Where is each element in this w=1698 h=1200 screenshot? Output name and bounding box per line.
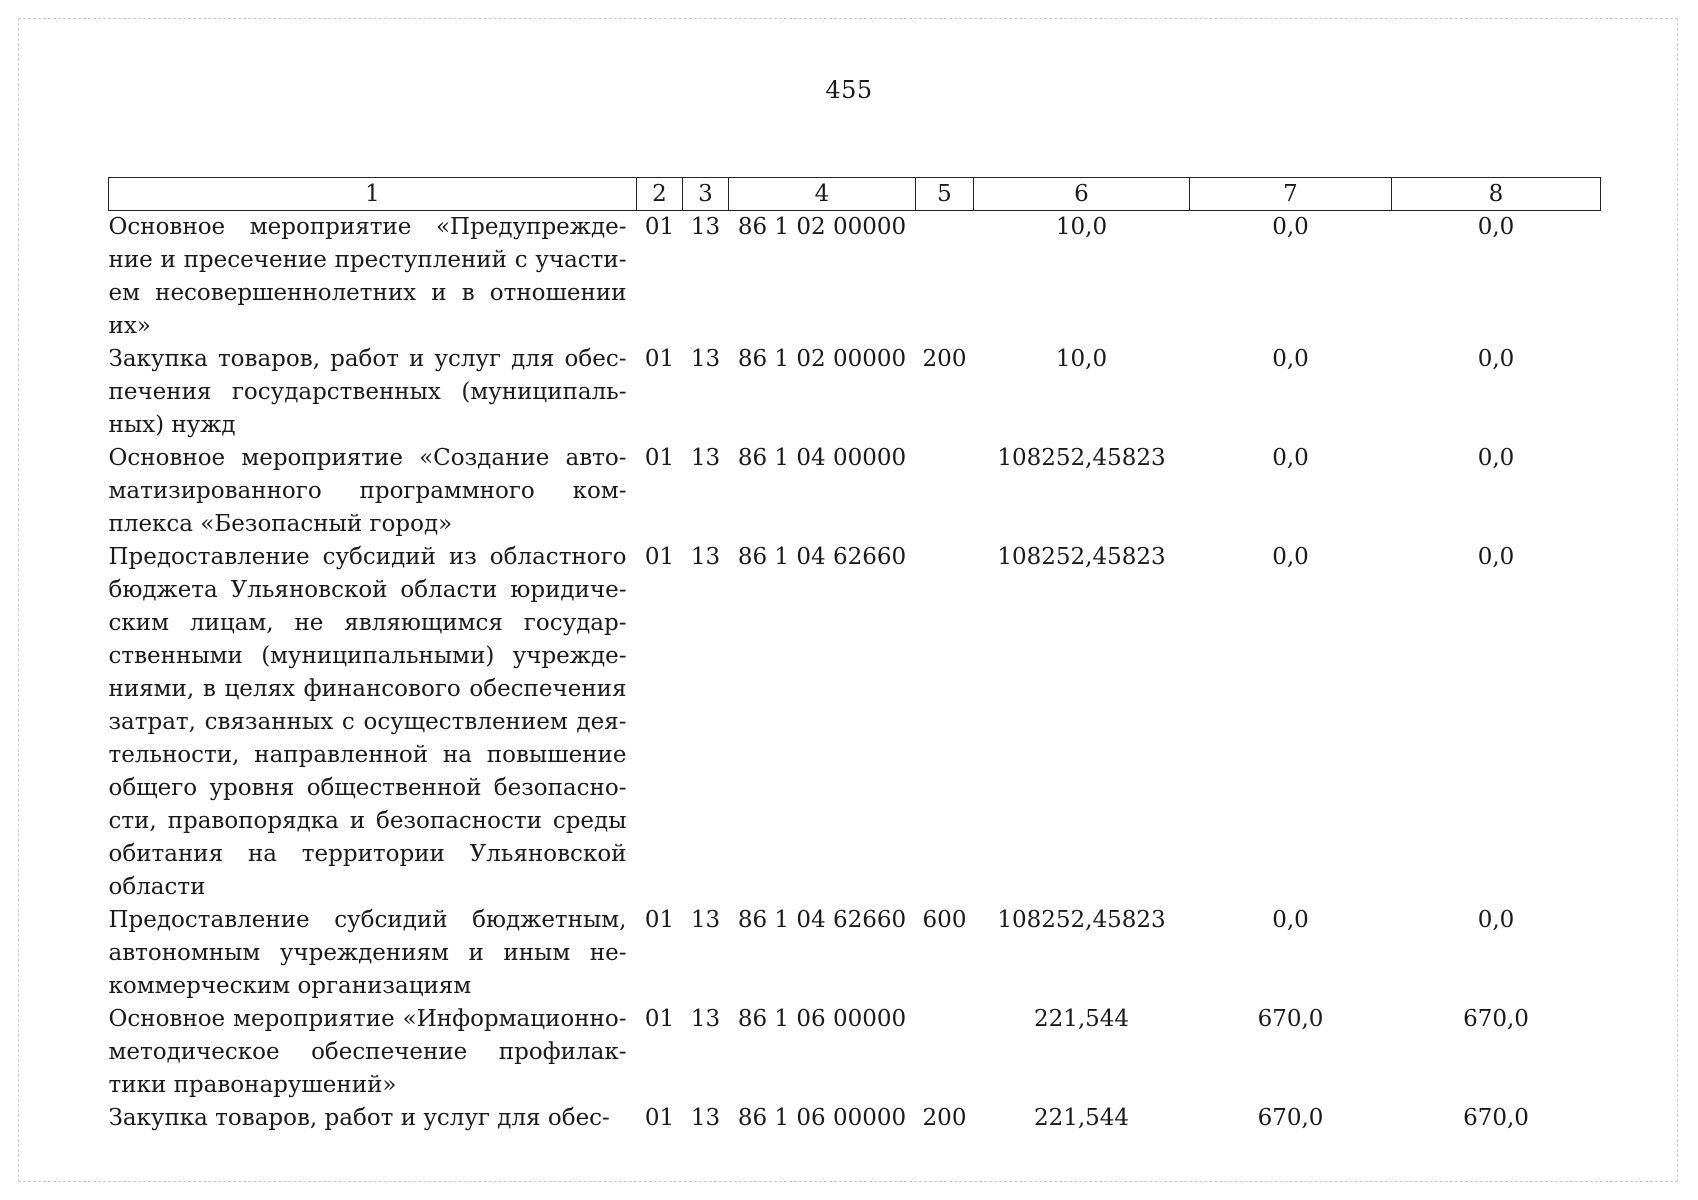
row-section: 01 <box>644 1006 675 1032</box>
row-amount-6: 108252,45823 <box>997 907 1166 933</box>
row-amount-6: 221,544 <box>1033 1105 1130 1131</box>
header-col-3: 3 <box>683 178 729 211</box>
row-section: 01 <box>644 346 675 372</box>
row-section: 01 <box>644 544 675 570</box>
row-amount-8: 0,0 <box>1477 907 1515 933</box>
row-amount-7: 670,0 <box>1257 1006 1324 1032</box>
row-amount-8: 0,0 <box>1477 346 1515 372</box>
budget-table <box>108 177 1601 1135</box>
row-amount-6: 10,0 <box>1055 214 1108 240</box>
row-section: 01 <box>644 214 675 240</box>
row-subsection: 13 <box>690 544 721 570</box>
row-target-code: 86 1 04 62660 <box>737 544 907 570</box>
row-target-code: 86 1 02 00000 <box>737 214 907 240</box>
row-subsection: 13 <box>690 1105 721 1131</box>
row-amount-6: 108252,45823 <box>997 544 1166 570</box>
row-description: Основное мероприятие «Предупреждение и пресечение преступлений с участием несовершеннолетних и в отношении их» <box>108 214 627 339</box>
header-col-7: 7 <box>1190 178 1392 211</box>
header-col-6: 6 <box>974 178 1190 211</box>
row-amount-8: 0,0 <box>1477 214 1515 240</box>
table-row <box>109 343 1601 442</box>
row-amount-7: 0,0 <box>1272 907 1309 933</box>
row-description: Закупка товаров, работ и услуг для обеспечения государственных (муниципальных) нужд <box>108 346 627 438</box>
table-row <box>109 541 1601 904</box>
table-row <box>109 1102 1601 1135</box>
table-row <box>109 904 1601 1003</box>
header-col-2: 2 <box>637 178 683 211</box>
row-description: Основное мероприятие «Информационно-методическое обеспечение профилактики правонарушений» <box>108 1006 627 1098</box>
row-description: Предоставление субсидий бюджетным, автономным учреждениям и иным некоммерческим организациям <box>108 907 627 999</box>
row-expense-type <box>916 541 974 904</box>
row-subsection: 13 <box>690 445 721 471</box>
table-row <box>109 442 1601 541</box>
table-header <box>109 178 1601 211</box>
row-section: 01 <box>644 1105 675 1131</box>
table-body <box>109 211 1601 1136</box>
row-expense-type: 200 <box>922 1105 967 1131</box>
row-amount-8: 670,0 <box>1463 1105 1529 1131</box>
row-amount-7: 0,0 <box>1272 445 1309 471</box>
row-target-code: 86 1 06 00000 <box>737 1006 907 1032</box>
row-target-code: 86 1 06 00000 <box>737 1105 907 1131</box>
row-description: Предоставление субсидий из областного бюджета Ульяновской области юридическим лицам, не являющимся государственными (муниципальными) учреждениями, в целях финансового обеспечения затрат, связанных с осуществлением деятельности, направленной на повышение общего уровня общественной безопасности, правопорядка и безопасности среды обитания на территории Ульяновской области <box>108 544 627 900</box>
row-section: 01 <box>644 445 675 471</box>
page-number: 455 <box>825 76 873 104</box>
table-row <box>109 1003 1601 1102</box>
row-amount-7: 670,0 <box>1257 1105 1324 1131</box>
header-col-5: 5 <box>916 178 974 211</box>
row-amount-6: 10,0 <box>1055 346 1108 372</box>
row-subsection: 13 <box>690 346 721 372</box>
row-description: Закупка товаров, работ и услуг для обес- <box>108 1105 610 1131</box>
row-amount-7: 0,0 <box>1272 214 1309 240</box>
row-expense-type <box>916 211 974 344</box>
row-expense-type <box>916 1003 974 1102</box>
row-amount-8: 0,0 <box>1477 445 1515 471</box>
row-amount-8: 670,0 <box>1463 1006 1529 1032</box>
row-expense-type: 200 <box>922 346 967 372</box>
table-row <box>109 211 1601 344</box>
row-target-code: 86 1 02 00000 <box>737 346 907 372</box>
row-expense-type: 600 <box>922 907 967 933</box>
row-subsection: 13 <box>690 1006 721 1032</box>
row-expense-type <box>916 442 974 541</box>
row-subsection: 13 <box>690 907 721 933</box>
row-amount-7: 0,0 <box>1272 346 1309 372</box>
header-row <box>109 178 1601 211</box>
header-col-1: 1 <box>109 178 637 211</box>
row-target-code: 86 1 04 00000 <box>737 445 907 471</box>
header-col-8: 8 <box>1392 178 1601 211</box>
row-description: Основное мероприятие «Создание автоматизированного программного комплекса «Безопасный город» <box>108 445 627 537</box>
row-subsection: 13 <box>690 214 721 240</box>
row-target-code: 86 1 04 62660 <box>737 907 907 933</box>
row-section: 01 <box>644 907 675 933</box>
header-col-4: 4 <box>729 178 916 211</box>
row-amount-7: 0,0 <box>1272 544 1309 570</box>
row-amount-6: 221,544 <box>1033 1006 1130 1032</box>
row-amount-6: 108252,45823 <box>997 445 1166 471</box>
row-amount-8: 0,0 <box>1477 544 1515 570</box>
